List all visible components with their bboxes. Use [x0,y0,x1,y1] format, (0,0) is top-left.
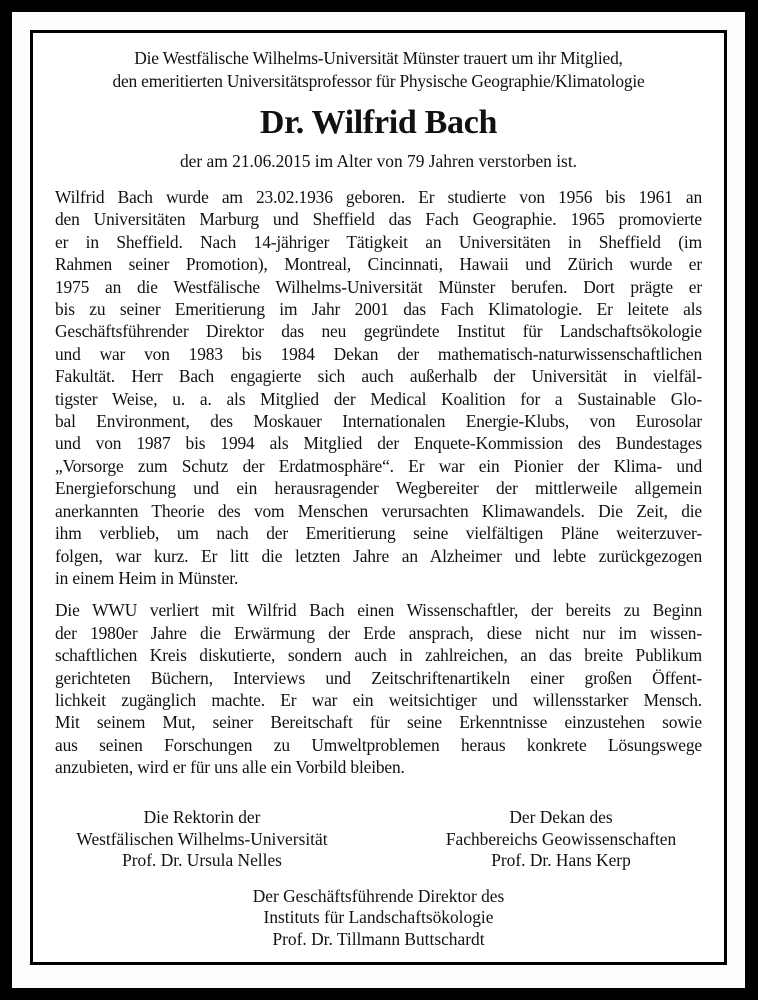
outer-frame [12,12,745,988]
paragraph-biography [55,186,702,589]
signature-director [33,886,724,951]
signature-institution: Westfälischen Wilhelms-Universität [76,828,328,849]
deceased-name: Dr. Wilfrid Bach [259,104,498,141]
text-line: bis zu seiner Emeritierung im Jahr 2001 das Fach Klimatologie. Er leitete als [55,299,702,320]
text-line: in einem Heim in Münster. [55,567,239,588]
text-line: er in Sheffield. Nach 14-jähriger Tätigkeit an Universitäten in Sheffield (im [55,231,702,252]
signature-institution: Instituts für Landschaftsökologie [263,907,494,928]
signature-role: Der Geschäftsführende Direktor des [252,885,505,906]
signature-role: Die Rektorin der [143,807,261,827]
text-line: „Vorsorge zum Schutz der Erdatmosphäre“. Er war ein Pionier der Klima- und [55,455,702,476]
signature-row [33,807,724,872]
text-line: anerkannten Theorie des vom Menschen verursachten Klimawandels. Die Zeit, die [55,500,702,521]
text-line: und von 1987 bis 1994 als Mitglied der Enquete-Kommission des Bundestages [55,433,702,454]
signature-rector [47,807,357,872]
intro-line-2: den emeritierten Universitätsprofessor für Physische Geographie/Klimatologie [112,71,645,91]
text-line: bal Environment, des Moskauer Internationalen Energie-Klubs, von Eurosolar [55,411,702,432]
signature-dean [406,807,716,872]
signatures [33,807,724,951]
obituary-panel [30,30,727,965]
signature-role: Der Dekan des [509,807,613,827]
text-line: tigster Weise, u. a. als Mitglied der Medical Koalition for a Sustainable Glo- [55,388,702,409]
text-line: folgen, war kurz. Er litt die letzten Jahre an Alzheimer und lebte zurückgezogen [55,545,702,566]
text-line: Fakultät. Herr Bach engagierte sich auch außerhalb der Universität in vielfäl- [55,366,702,387]
text-line: 1975 an die Westfälische Wilhelms-Universität Münster berufen. Dort prägte er [55,276,702,297]
text-line: anzubieten, wird er für uns alle ein Vorbild bleiben. [55,757,405,778]
obituary-body [55,186,702,779]
text-line: gerichteten Büchern, Interviews und Zeitschriftenartikeln einer großen Öffent- [55,667,702,688]
text-line: Energieforschung und ein herausragender Wegbereiter der mittlerweile allgemein [55,478,702,499]
intro-text [33,47,724,93]
text-line: Rahmen seiner Promotion), Montreal, Cincinnati, Hawaii und Zürich wurde er [55,254,702,275]
intro-line-1: Die Westfälische Wilhelms-Universität Münster trauert um ihr Mitglied, [134,48,623,68]
text-line: aus seinen Forschungen zu Umweltproblemen heraus konkrete Lösungswege [55,734,702,755]
text-line: Mit seinem Mut, seiner Bereitschaft für seine Erkenntnisse einzustehen sowie [55,712,702,733]
text-line: den Universitäten Marburg und Sheffield das Fach Geographie. 1965 promovierte [55,209,702,230]
signature-name: Prof. Dr. Ursula Nelles [122,850,282,871]
signature-name: Prof. Dr. Hans Kerp [491,850,631,871]
signature-name: Prof. Dr. Tillmann Buttschardt [272,928,485,949]
text-line: der 1980er Jahre die Erwärmung der Erde ansprach, diese nicht nur im wissen- [55,622,702,643]
death-date-line: der am 21.06.2015 im Alter von 79 Jahren verstorben ist. [179,151,577,171]
text-line: und war von 1983 bis 1984 Dekan der mathematisch-naturwissenschaftlichen [55,343,702,364]
text-line: Geschäftsführender Direktor das neu gegründete Institut für Landschaftsökologie [55,321,702,342]
text-line: Wilfrid Bach wurde am 23.02.1936 geboren. Er studierte von 1956 bis 1961 an [55,187,702,207]
signature-institution: Fachbereichs Geowissenschaften [445,828,677,849]
text-line: Die WWU verliert mit Wilfrid Bach einen Wissenschaftler, der bereits zu Beginn [55,600,702,621]
text-line: ihm verblieb, um nach der Emeritierung seine vielfältigen Pläne weiterzuver- [55,523,702,544]
text-line: lichkeit zugänglich machte. Er war ein weitsichtiger und willensstarker Mensch. [55,689,702,710]
paragraph-tribute [55,599,702,778]
text-line: schaftlichen Kreis diskutierte, sondern auch in zahlreichen, an das breite Publikum [55,645,702,666]
